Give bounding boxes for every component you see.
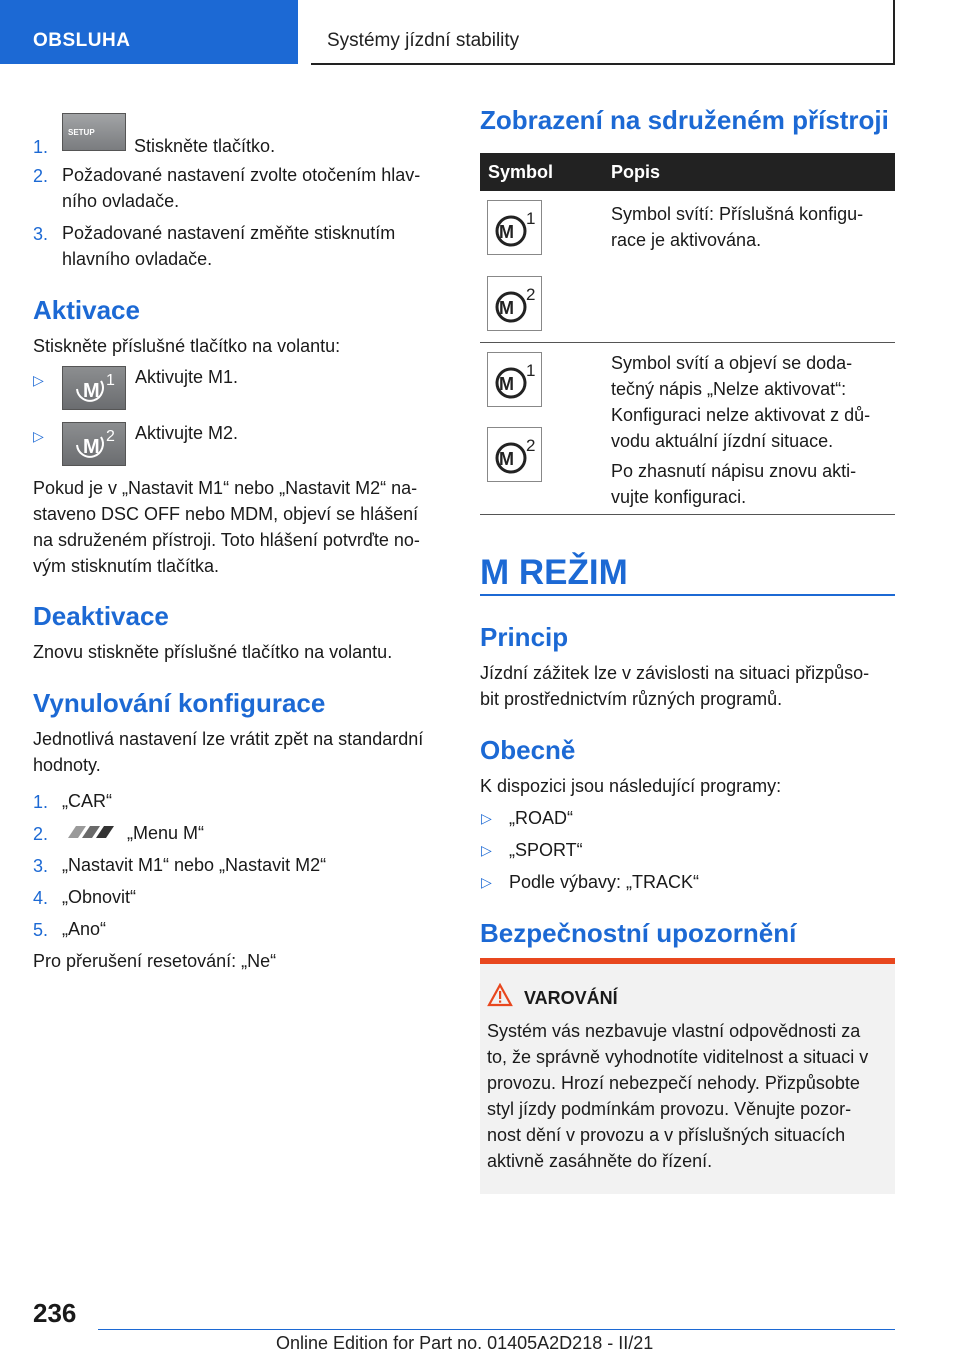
m-stripes-icon (62, 824, 118, 840)
warning-text: aktivně zasáhněte do řízení. (487, 1151, 713, 1171)
list-item-text: „SPORT“ (509, 840, 583, 860)
svg-text:M: M (499, 298, 514, 318)
warning-text: styl jízdy podmínkám provozu. Věnujte pozor- (487, 1099, 852, 1119)
triangle-bullet-icon: ▷ (33, 428, 44, 444)
table-divider (480, 342, 895, 343)
footer-rule (98, 1329, 895, 1330)
table-cell: vujte konfiguraci. (611, 487, 747, 507)
m2-symbol-icon (487, 276, 542, 331)
table-cell: race je aktivována. (611, 230, 762, 250)
triangle-bullet-icon: ▷ (481, 810, 492, 826)
svg-text:2: 2 (526, 285, 536, 304)
paragraph: Pokud je v „Nastavit M1“ nebo „Nastavit M2“ na- (33, 478, 418, 498)
heading-obecne: Obecně (480, 735, 576, 765)
triangle-bullet-icon: ▷ (33, 372, 44, 388)
col-symbol: Symbol (488, 162, 554, 182)
warning-triangle-icon (487, 983, 513, 1007)
step-number: 3. (33, 224, 49, 244)
m2-symbol-icon (487, 427, 542, 482)
chapter-title: Systémy jízdní stability (327, 30, 520, 51)
step-text: hlavního ovladače. (62, 249, 213, 269)
heading-bezpecnost: Bezpečnostní upozornění (480, 918, 797, 948)
svg-text:1: 1 (106, 372, 115, 389)
heading-aktivace: Aktivace (33, 295, 140, 325)
m1-symbol-icon (487, 352, 542, 407)
paragraph: Stiskněte příslušné tlačítko na volantu: (33, 336, 341, 356)
warning-text: Systém vás nezbavuje vlastní odpovědnosti za (487, 1021, 861, 1041)
paragraph: na sdruženém přístroji. Toto hlášení potvrďte no- (33, 530, 420, 550)
table-cell: Po zhasnutí nápisu znovu akti- (611, 461, 857, 481)
step-number: 5. (33, 920, 49, 940)
list-item-text: „ROAD“ (509, 808, 573, 828)
list-item-text: Aktivujte M2. (135, 423, 239, 443)
triangle-bullet-icon: ▷ (481, 874, 492, 890)
triangle-bullet-icon: ▷ (481, 842, 492, 858)
step-text: Stiskněte tlačítko. (134, 136, 276, 156)
warning-text: provozu. Hrozí nebezpečí nehody. Přizpůsobte (487, 1073, 860, 1093)
heading-princip: Princip (480, 622, 569, 652)
step-number: 2. (33, 824, 49, 844)
setup-button-icon: SETUP (62, 113, 126, 151)
paragraph: K dispozici jsou následující programy: (480, 776, 782, 796)
paragraph: vým stisknutím tlačítka. (33, 556, 220, 576)
section-tab (0, 0, 298, 64)
table-cell: Symbol svítí a objeví se doda- (611, 353, 853, 373)
svg-text:M: M (83, 436, 100, 458)
table-cell: Konfiguraci nelze aktivovat z dů- (611, 405, 871, 425)
paragraph: bit prostřednictvím různých programů. (480, 689, 783, 709)
svg-text:2: 2 (526, 436, 536, 455)
warning-label: VAROVÁNÍ (524, 988, 618, 1008)
footer-edition: Online Edition for Part no. 01405A2D218 - II/21 (276, 1333, 654, 1353)
m2-button-icon (62, 422, 126, 466)
paragraph: Jízdní zážitek lze v závislosti na situaci přizpůso- (480, 663, 870, 683)
page-number: 236 (33, 1298, 77, 1328)
col-popis: Popis (611, 162, 661, 182)
step-text: „Nastavit M1“ nebo „Nastavit M2“ (62, 855, 327, 875)
step-text: „Obnovit“ (62, 887, 137, 907)
m1-button-icon (62, 366, 126, 410)
step-text: ního ovladače. (62, 191, 180, 211)
step-number: 3. (33, 856, 49, 876)
warning-text: nost dění v provozu a v příslušných situacích (487, 1125, 846, 1145)
heading-vynulovani: Vynulování konfigurace (33, 688, 326, 718)
paragraph: staveno DSC OFF nebo MDM, objeví se hlášení (33, 504, 419, 524)
paragraph: Jednotlivá nastavení lze vrátit zpět na standardní (33, 729, 424, 749)
step-text: „Menu M“ (127, 823, 205, 843)
table-divider (480, 514, 895, 515)
warning-text: to, že správně vyhodnotíte viditelnost a situaci v (487, 1047, 869, 1067)
heading-deaktivace: Deaktivace (33, 601, 169, 631)
paragraph: Znovu stiskněte příslušné tlačítko na volantu. (33, 642, 393, 662)
svg-text:M: M (499, 374, 514, 394)
heading-zobrazeni: Zobrazení na sdruženém přístroji (480, 105, 889, 135)
list-item-text: Aktivujte M1. (135, 367, 239, 387)
step-text: „Ano“ (62, 919, 107, 939)
list-item-text: Podle výbavy: „TRACK“ (509, 872, 700, 892)
paragraph: hodnoty. (33, 755, 101, 775)
table-cell: tečný nápis „Nelze aktivovat“: (611, 379, 847, 399)
heading-rule (480, 594, 895, 596)
table-cell: Symbol svítí: Příslušná konfigu- (611, 204, 864, 224)
svg-text:M: M (83, 380, 100, 402)
svg-text:2: 2 (106, 428, 115, 445)
heading-m-rezim: M REŽIM (480, 553, 628, 592)
step-number: 4. (33, 888, 49, 908)
step-number: 1. (33, 137, 49, 157)
svg-text:1: 1 (526, 209, 536, 228)
step-text: „CAR“ (62, 791, 112, 811)
step-number: 1. (33, 792, 49, 812)
svg-text:1: 1 (526, 361, 536, 380)
step-text: Požadované nastavení zvolte otočením hlav- (62, 165, 421, 185)
step-number: 2. (33, 166, 49, 186)
paragraph: Pro přerušení resetování: „Ne“ (33, 951, 277, 971)
section-label: OBSLUHA (33, 30, 131, 51)
m1-symbol-icon (487, 200, 542, 255)
svg-text:M: M (499, 449, 514, 469)
table-header (480, 153, 895, 191)
svg-text:M: M (499, 222, 514, 242)
step-text: Požadované nastavení změňte stisknutím (62, 223, 396, 243)
table-cell: vodu aktuální jízdní situace. (611, 431, 834, 451)
chapter-header (311, 0, 895, 65)
